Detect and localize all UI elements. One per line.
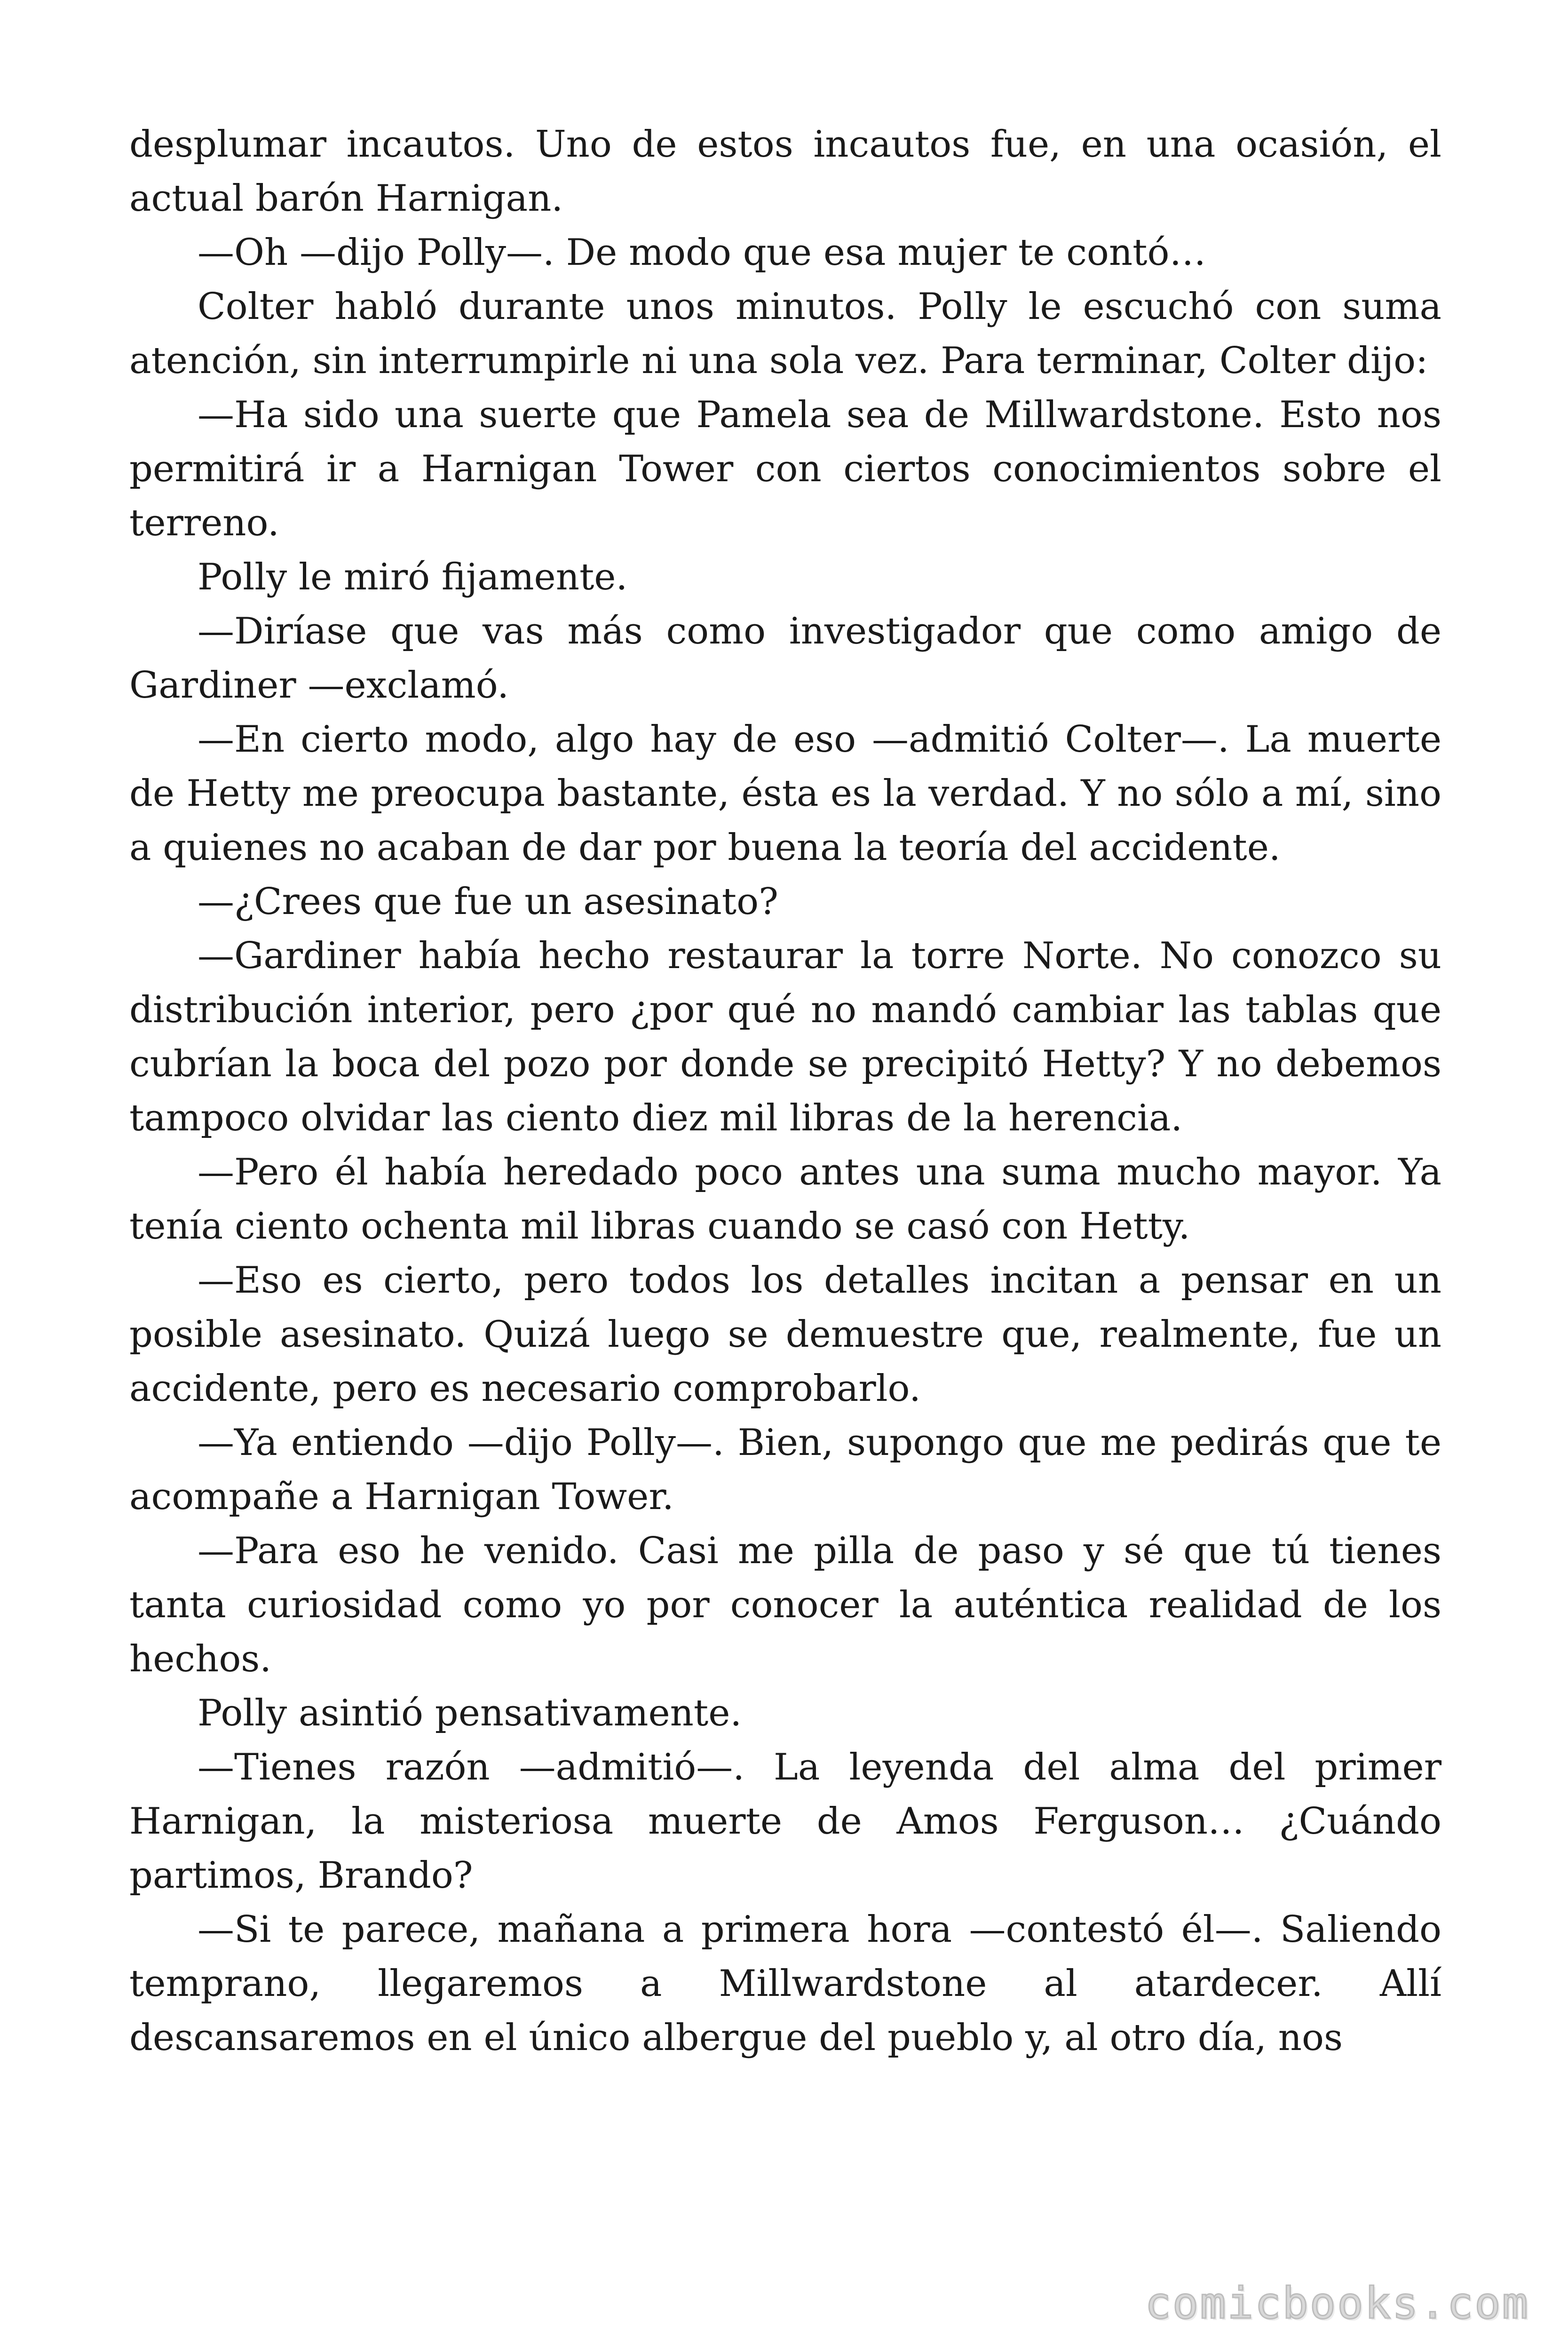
paragraph-12: —Ya entiendo —dijo Polly—. Bien, supongo que me pedirás que te acompañe a Harnigan Tower. <box>129 1422 1441 1518</box>
paragraph-15: —Tienes razón —admitió—. La leyenda del alma del primer Harnigan, la misteriosa muerte de Amos Ferguson… ¿Cuándo partimos, Brando? <box>129 1746 1441 1897</box>
paragraph-6: —Diríase que vas más como investigador que como amigo de Gardiner —exclamó. <box>129 610 1441 707</box>
paragraph-5: Polly le miró fijamente. <box>198 556 628 598</box>
paragraph-16: —Si te parece, mañana a primera hora —contestó él—. Saliendo temprano, llegaremos a Millwardstone al atardecer. Allí descansaremos en el único albergue del pueblo y, al otro día, nos <box>129 1908 1441 2059</box>
paragraph-3: Colter habló durante unos minutos. Polly le escuchó con suma atención, sin interrumpirle ni una sola vez. Para terminar, Colter dijo: <box>129 286 1441 382</box>
paragraph-11: —Eso es cierto, pero todos los detalles incitan a pensar en un posible asesinato. Quizá luego se demuestre que, realmente, fue un accidente, pero es necesario comprobarlo. <box>129 1259 1441 1410</box>
book-page-text <box>129 118 1441 2065</box>
paragraph-8: —¿Crees que fue un asesinato? <box>198 881 778 923</box>
paragraph-14: Polly asintió pensativamente. <box>198 1692 742 1734</box>
paragraph-9: —Gardiner había hecho restaurar la torre Norte. No conozco su distribución interior, pero ¿por qué no mandó cambiar las tablas que cubrían la boca del pozo por donde se precipitó Hetty? Y no debemos tampoco olvidar las ciento diez mil libras de la herencia. <box>129 935 1441 1139</box>
paragraph-2: —Oh —dijo Polly—. De modo que esa mujer te contó… <box>198 231 1206 274</box>
paragraph-13: —Para eso he venido. Casi me pilla de paso y sé que tú tienes tanta curiosidad como yo por conocer la auténtica realidad de los hechos. <box>129 1530 1441 1680</box>
paragraph-10: —Pero él había heredado poco antes una suma mucho mayor. Ya tenía ciento ochenta mil libras cuando se casó con Hetty. <box>129 1151 1441 1248</box>
paragraph-4: —Ha sido una suerte que Pamela sea de Millwardstone. Esto nos permitirá ir a Harnigan Tower con ciertos conocimientos sobre el terreno. <box>129 394 1441 544</box>
paragraph-1: desplumar incautos. Uno de estos incautos fue, en una ocasión, el actual barón Harnigan. <box>129 123 1441 220</box>
paragraph-7: —En cierto modo, algo hay de eso —admitió Colter—. La muerte de Hetty me preocupa bastante, ésta es la verdad. Y no sólo a mí, sino a quienes no acaban de dar por buena la teoría del accidente. <box>129 718 1441 869</box>
watermark: comicbooks.com <box>1145 2278 1529 2328</box>
